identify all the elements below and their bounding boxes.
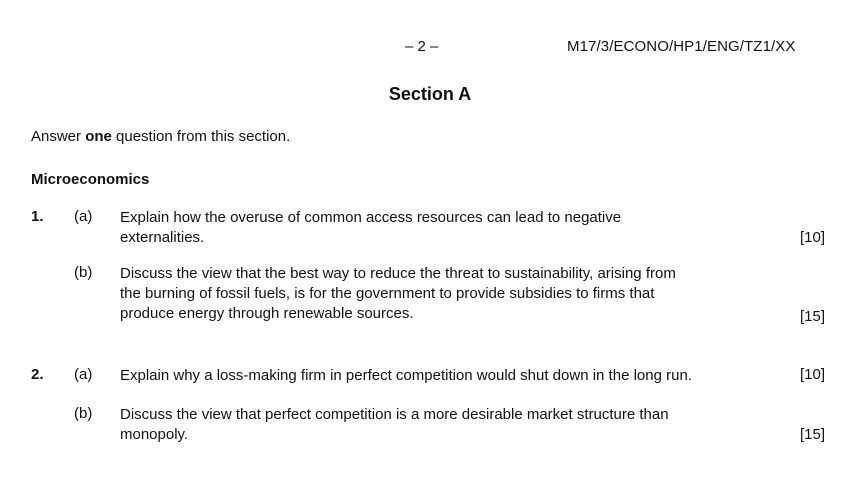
instruction-suffix: question from this section. — [111, 128, 291, 145]
document-code: M17/3/ECONO/HP1/ENG/TZ1/XX — [567, 38, 796, 55]
question-part-label: (a) — [74, 366, 93, 383]
question-text-line: monopoly. — [120, 426, 189, 443]
section-instructions — [31, 128, 290, 145]
question-text-line: Explain how the overuse of common access resources can lead to negative — [120, 209, 622, 226]
question-text — [120, 208, 780, 248]
question-number: 1. — [31, 208, 44, 225]
question-text — [120, 264, 780, 324]
question-text — [120, 405, 780, 445]
instruction-emphasis: one — [85, 128, 112, 145]
question-text-line: Discuss the view that the best way to reduce the threat to sustainability, arising from — [120, 265, 676, 282]
question-part-label: (a) — [74, 208, 93, 225]
question-text-line: the burning of fossil fuels, is for the government to provide subsidies to firms that — [120, 285, 655, 302]
question-text-line: Explain why a loss-making firm in perfect competition would shut down in the long run. — [120, 367, 692, 384]
subsection-title: Microeconomics — [31, 171, 150, 188]
page-number: – 2 – — [405, 38, 439, 55]
instruction-prefix: Answer — [31, 128, 86, 145]
question-marks: [15] — [800, 426, 826, 443]
question-marks: [10] — [800, 229, 826, 246]
question-marks: [10] — [800, 366, 826, 383]
question-marks: [15] — [800, 308, 826, 325]
question-text-line: produce energy through renewable sources. — [120, 305, 414, 322]
section-title: Section A — [388, 84, 472, 104]
question-text — [120, 366, 800, 386]
question-number: 2. — [31, 366, 44, 383]
question-part-label: (b) — [74, 405, 93, 422]
question-text-line: externalities. — [120, 229, 205, 246]
question-part-label: (b) — [74, 264, 93, 281]
question-text-line: Discuss the view that perfect competition is a more desirable market structure than — [120, 406, 669, 423]
